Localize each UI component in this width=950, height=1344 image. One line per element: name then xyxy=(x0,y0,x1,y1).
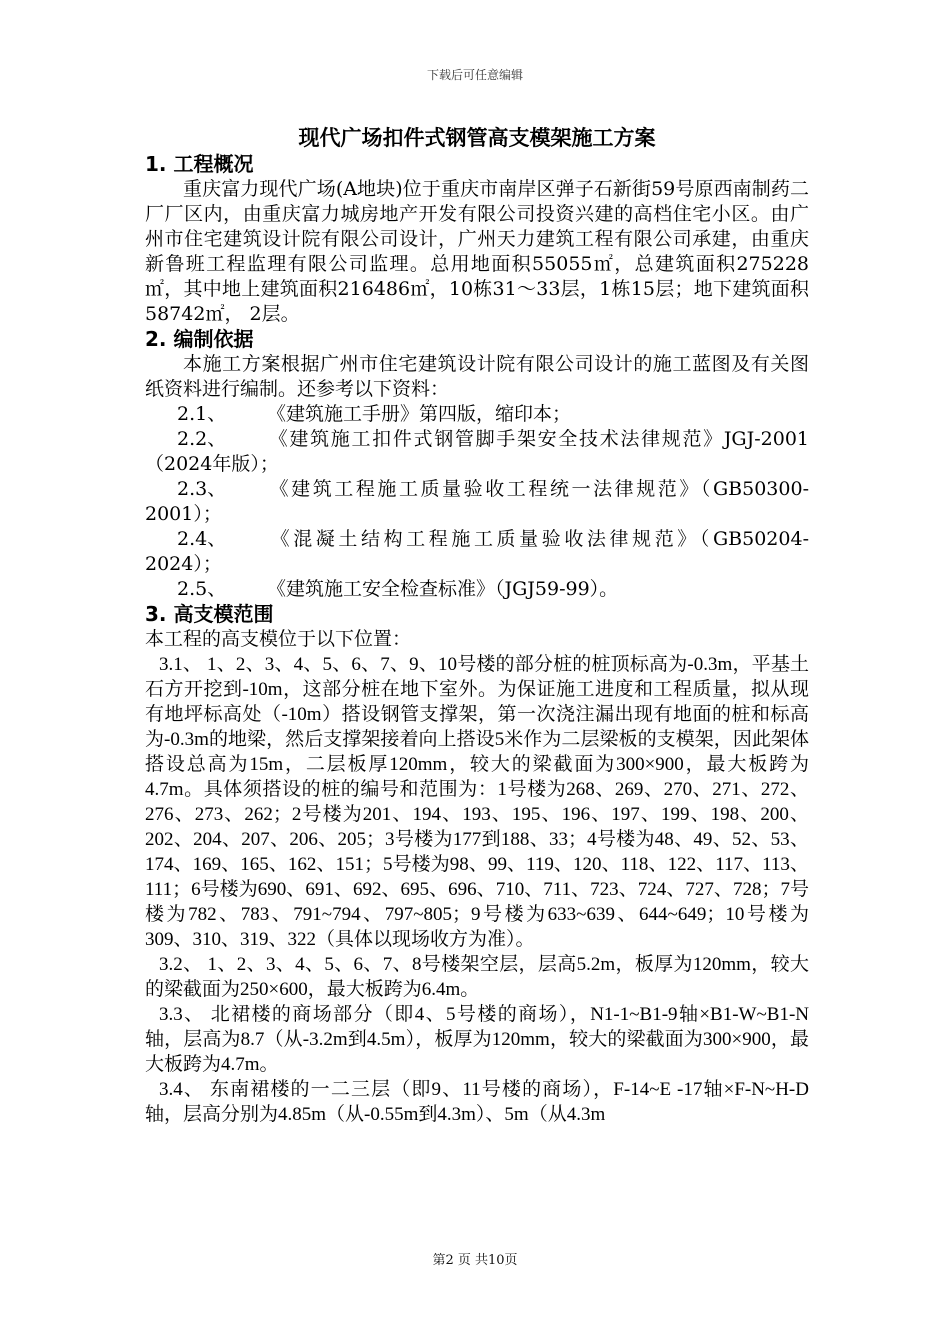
section-heading: 1. 工程概况 xyxy=(145,152,254,176)
reference-text: 《建筑施工安全检查标准》（JGJ59-99）。 xyxy=(267,578,619,600)
reference-number: 2.3、 xyxy=(177,478,227,500)
reference-number: 2.2、 xyxy=(177,428,227,450)
reference-item xyxy=(145,577,809,602)
scope-item: 3.2、 1、2、3、4、5、6、7、8号楼架空层，层高5.2m，板厚为120mm，较大的梁截面为250×600，最大板跨为6.4m。 xyxy=(145,954,809,1000)
document-title: 现代广场扣件式钢管高支模架施工方案 xyxy=(298,125,656,150)
reference-item xyxy=(145,402,809,427)
reference-number: 2.4、 xyxy=(177,528,227,550)
page-header: 下载后可任意编辑 xyxy=(426,68,523,82)
reference-item xyxy=(145,527,809,577)
reference-number: 2.5、 xyxy=(177,578,227,600)
reference-item xyxy=(145,477,809,527)
scope-item: 3.3、 北裙楼的商场部分（即4、5号楼的商场），N1-1~B1-9轴×B1-W~B1-N轴，层高为8.7（从-3.2m到4.5m），板厚为120mm，较大的梁截面为300×900，最大板跨为4.7m。 xyxy=(145,1004,809,1075)
page-footer: 第2 页 共10页 xyxy=(432,1253,518,1268)
section-heading: 2. 编制依据 xyxy=(145,327,254,351)
paragraph: 本工程的高支模位于以下位置： xyxy=(145,628,412,650)
reference-text: 《混凝土结构工程施工质量验收法律规范》（GB50204-2024）； xyxy=(145,528,809,575)
reference-text: 《建筑施工手册》第四版，缩印本； xyxy=(267,403,572,425)
reference-text: 《建筑工程施工质量验收工程统一法律规范》（GB50300-2001）； xyxy=(145,478,809,525)
reference-text: 《建筑施工扣件式钢管脚手架安全技术法律规范》JGJ-2001 （2024年版）； xyxy=(145,428,809,475)
reference-number: 2.1、 xyxy=(177,403,227,425)
scope-item: 3.1、 1、2、3、4、5、6、7、9、10号楼的部分桩的桩顶标高为-0.3m，平基土石方开挖到-10m，这部分桩在地下室外。为保证施工进度和工程质量，拟从现有地坪标高处（-10m）搭设钢管支撑架，第一次浇注漏出现有地面的桩和标高为-0.3m的地梁，然后支撑架接着向上搭设5米作为二层梁板的支模架，因此架体搭设总高为15m，二层板厚120mm，较大的梁截面为300×900，最大板跨为4.7m。具体须搭设的桩的编号和范围为：1号楼为268、269、270、271、272、276、273、262；2号楼为201、194、193、195、196、197、199、198、200、202、204、207、206、205；3号楼为177到188、33；4号楼为48、49、52、53、174、169、165、162、151；5号楼为98、99、119、120、118、122、117、113、111；6号楼为690、691、692、695、696、710、711、723、724、727、728；7号楼为782、783、791~794、797~805；9号楼为633~639、644~649；10号楼为309、310、319、322（具体以现场收方为准）。 xyxy=(145,654,809,950)
paragraph: 重庆富力现代广场(A地块)位于重庆市南岸区弹子石新街59号原西南制药二厂厂区内，由重庆富力城房地产开发有限公司投资兴建的高档住宅小区。由广州市住宅建筑设计院有限公司设计，广州天力建筑工程有限公司承建，由重庆新鲁班工程监理有限公司监理。总用地面积55055㎡，总建筑面积275228㎡，其中地上建筑面积216486㎡，10栋31～33层，1栋15层；地下建筑面积58742㎡， 2层。 xyxy=(145,178,809,325)
scope-item: 3.4、 东南裙楼的一二三层（即9、11号楼的商场），F-14~E -17轴×F-N~H-D轴，层高分别为4.85m（从-0.55m到4.3m）、5m（从4.3m xyxy=(145,1079,809,1125)
paragraph: 本施工方案根据广州市住宅建筑设计院有限公司设计的施工蓝图及有关图纸资料进行编制。还参考以下资料： xyxy=(145,353,809,400)
section-heading: 3. 高支模范围 xyxy=(145,602,274,626)
document-body xyxy=(145,124,809,1127)
reference-item xyxy=(145,427,809,477)
